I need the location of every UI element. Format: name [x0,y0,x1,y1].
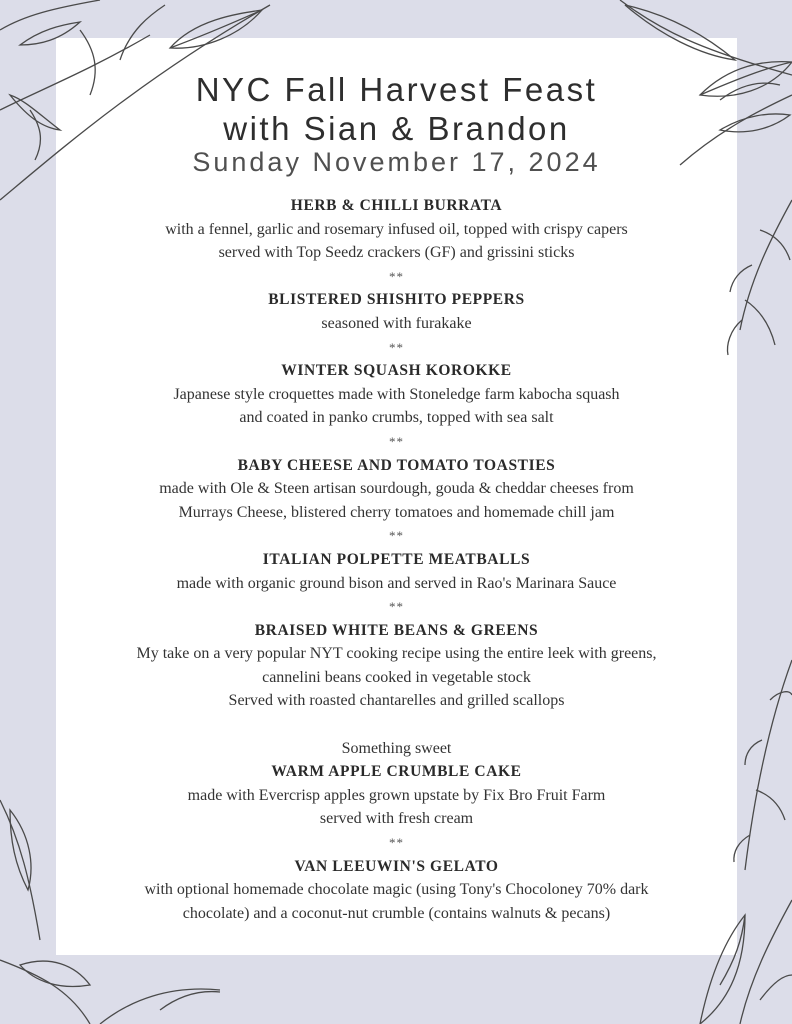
dish-description: Japanese style croquettes made with Stoneledge farm kabocha squash [173,385,620,403]
title-line-1: NYC Fall Harvest Feast [195,71,598,108]
course-separator: ** [389,339,404,355]
page-title [56,70,737,148]
dish-name: BRAISED WHITE BEANS & GREENS [254,621,539,639]
dish-description: and coated in panko crumbs, topped with sea salt [239,409,554,427]
course-separator: ** [389,268,404,284]
dish-description: served with fresh cream [319,810,474,828]
dish-description: Murrays Cheese, blistered cherry tomatoes and homemade chill jam [178,503,615,521]
course-separator: ** [389,528,404,544]
dish-description: with a fennel, garlic and rosemary infused oil, topped with crispy capers [165,220,628,238]
spacer [56,713,737,737]
dish-name: BABY CHEESE AND TOMATO TOASTIES [237,456,556,474]
dish-description: made with Ole & Steen artisan sourdough, gouda & cheddar cheeses from [159,480,634,498]
dish-description: served with Top Seedz crackers (GF) and grissini sticks [218,244,575,262]
event-date: Sunday November 17, 2024 [192,147,601,177]
leaf-sprig-right-icon [728,200,792,355]
dish-name: HERB & CHILLI BURRATA [290,197,503,214]
dish-description: chocolate) and a coconut-nut crumble (contains walnuts & pecans) [182,904,611,922]
dish-description: cannelini beans cooked in vegetable stock [262,668,531,686]
section-heading-sweet: Something sweet [341,739,452,757]
course-separator: ** [389,599,404,615]
course-separator: ** [389,835,404,851]
title-line-2: with Sian & Brandon [223,110,570,147]
course-separator: ** [389,433,404,449]
dish-description: made with organic ground bison and served in Rao's Marinara Sauce [176,574,617,592]
dish-description: with optional homemade chocolate magic (using Tony's Chocoloney 70% dark [144,881,649,899]
menu-list [56,194,737,925]
dish-name: WINTER SQUASH KOROKKE [281,362,512,380]
dish-description: Served with roasted chantarelles and grilled scallops [228,692,565,710]
dish-description: seasoned with furakake [321,314,472,332]
dish-name: VAN LEEUWIN'S GELATO [294,857,499,875]
dish-description: made with Evercrisp apples grown upstate by Fix Bro Fruit Farm [187,786,606,804]
dish-name: ITALIAN POLPETTE MEATBALLS [262,550,531,568]
dish-name: WARM APPLE CRUMBLE CAKE [271,763,522,781]
dish-description: My take on a very popular NYT cooking recipe using the entire leek with greens, [136,645,657,663]
dish-name: BLISTERED SHISHITO PEPPERS [268,291,525,309]
